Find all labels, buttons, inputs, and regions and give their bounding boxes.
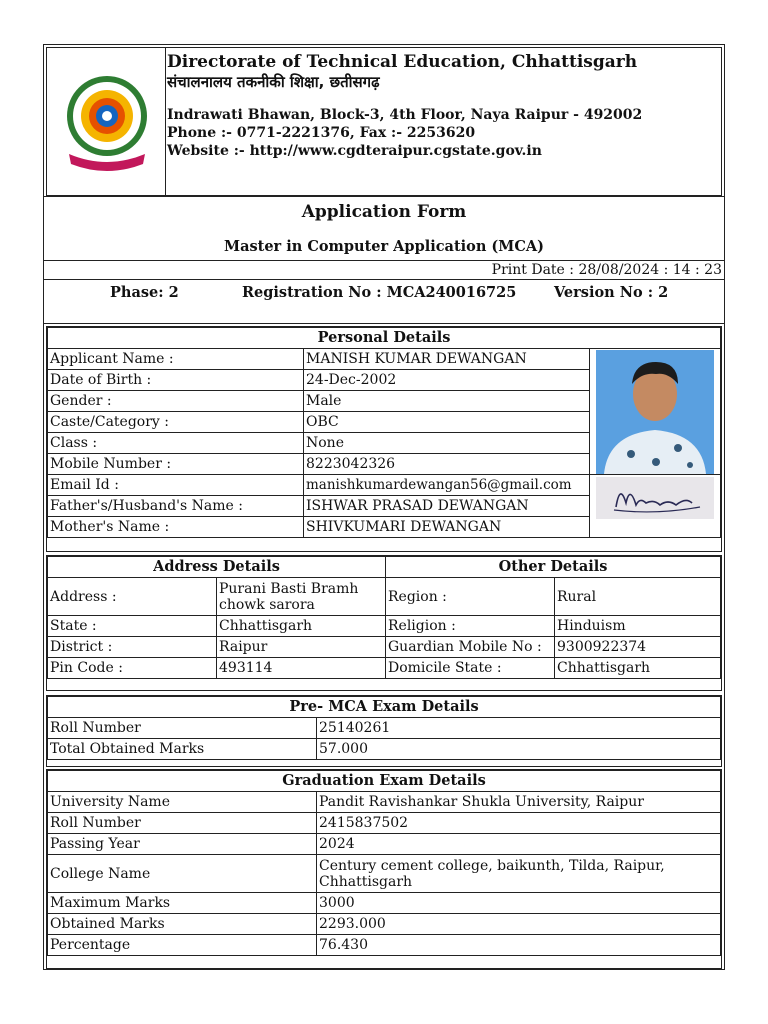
label-mobile: Mobile Number : xyxy=(48,454,304,475)
course-name: Master in Computer Application (MCA) xyxy=(224,238,544,255)
print-date-row xyxy=(44,260,724,280)
label-email: Email Id : xyxy=(48,475,304,496)
applicant-signature xyxy=(596,477,714,519)
label-mother-name: Mother's Name : xyxy=(48,517,304,538)
value-district: Raipur xyxy=(217,637,386,658)
value-address: Purani Basti Bramh chowk sarora xyxy=(217,578,386,616)
value-class: None xyxy=(304,433,590,454)
value-father-name: ISHWAR PRASAD DEWANGAN xyxy=(304,496,590,517)
value-email: manishkumardewangan56@gmail.com xyxy=(304,475,590,496)
label-grad-roll: Roll Number xyxy=(48,813,317,834)
value-applicant-name: MANISH KUMAR DEWANGAN xyxy=(304,349,590,370)
label-premca-marks: Total Obtained Marks xyxy=(48,739,317,760)
value-gender: Male xyxy=(304,391,590,412)
other-details-title: Other Details xyxy=(386,557,721,578)
address-details-table xyxy=(47,556,721,679)
label-obtained-marks: Obtained Marks xyxy=(48,914,317,935)
label-applicant-name: Applicant Name : xyxy=(48,349,304,370)
applicant-photo xyxy=(596,350,714,474)
premca-details-table xyxy=(47,696,721,760)
org-website[interactable]: Website :- http://www.cgdteraipur.cgstate.gov.in xyxy=(167,143,542,159)
label-premca-roll: Roll Number xyxy=(48,718,317,739)
label-district: District : xyxy=(48,637,217,658)
org-info xyxy=(167,52,717,160)
value-dob: 24-Dec-2002 xyxy=(304,370,590,391)
label-pin-code: Pin Code : xyxy=(48,658,217,679)
label-university: University Name xyxy=(48,792,317,813)
phase: Phase: 2 xyxy=(110,284,179,301)
value-guardian-mobile: 9300922374 xyxy=(555,637,721,658)
logo-cell xyxy=(47,48,166,195)
form-title-box xyxy=(44,196,724,324)
value-mother-name: SHIVKUMARI DEWANGAN xyxy=(304,517,590,538)
address-details-box xyxy=(46,555,722,691)
value-max-marks: 3000 xyxy=(317,893,721,914)
address-details-title: Address Details xyxy=(48,557,386,578)
label-region: Region : xyxy=(386,578,555,616)
value-mobile: 8223042326 xyxy=(304,454,590,475)
value-passing-year: 2024 xyxy=(317,834,721,855)
version-number: Version No : 2 xyxy=(554,284,669,301)
org-phone: Phone :- 0771-2221376, Fax :- 2253620 xyxy=(167,125,476,141)
premca-details-box xyxy=(46,695,722,767)
application-page xyxy=(43,44,725,970)
personal-details-title: Personal Details xyxy=(48,328,721,349)
dte-logo-icon xyxy=(57,66,157,176)
print-date: Print Date : 28/08/2024 : 14 : 23 xyxy=(491,262,722,278)
value-percentage: 76.430 xyxy=(317,935,721,956)
value-domicile-state: Chhattisgarh xyxy=(555,658,721,679)
personal-details-table xyxy=(47,327,721,538)
value-pin-code: 493114 xyxy=(217,658,386,679)
org-name-en: Directorate of Technical Education, Chhattisgarh xyxy=(167,52,638,72)
label-category: Caste/Category : xyxy=(48,412,304,433)
value-premca-roll: 25140261 xyxy=(317,718,721,739)
label-dob: Date of Birth : xyxy=(48,370,304,391)
value-premca-marks: 57.000 xyxy=(317,739,721,760)
org-name-hi: संचालनालय तकनीकी शिक्षा, छतीसगढ़ xyxy=(167,73,380,91)
registration-number: Registration No : MCA240016725 xyxy=(242,284,517,301)
org-address: Indrawati Bhawan, Block-3, 4th Floor, Naya Raipur - 492002 xyxy=(167,107,643,123)
value-obtained-marks: 2293.000 xyxy=(317,914,721,935)
label-religion: Religion : xyxy=(386,616,555,637)
header-box xyxy=(46,47,722,196)
signature-cell xyxy=(590,475,721,538)
value-category: OBC xyxy=(304,412,590,433)
label-percentage: Percentage xyxy=(48,935,317,956)
graduation-details-box xyxy=(46,769,722,969)
label-passing-year: Passing Year xyxy=(48,834,317,855)
value-region: Rural xyxy=(555,578,721,616)
label-college: College Name xyxy=(48,855,317,893)
label-gender: Gender : xyxy=(48,391,304,412)
personal-details-box xyxy=(46,326,722,552)
label-class: Class : xyxy=(48,433,304,454)
label-max-marks: Maximum Marks xyxy=(48,893,317,914)
label-domicile-state: Domicile State : xyxy=(386,658,555,679)
label-guardian-mobile: Guardian Mobile No : xyxy=(386,637,555,658)
graduation-details-title: Graduation Exam Details xyxy=(48,771,721,792)
value-state: Chhattisgarh xyxy=(217,616,386,637)
value-grad-roll: 2415837502 xyxy=(317,813,721,834)
value-college: Century cement college, baikunth, Tilda, Raipur, Chhattisgarh xyxy=(317,855,721,893)
premca-details-title: Pre- MCA Exam Details xyxy=(48,697,721,718)
graduation-details-table xyxy=(47,770,721,956)
label-address: Address : xyxy=(48,578,217,616)
value-university: Pandit Ravishankar Shukla University, Raipur xyxy=(317,792,721,813)
form-title: Application Form xyxy=(301,202,467,222)
label-state: State : xyxy=(48,616,217,637)
photo-cell xyxy=(590,349,721,475)
value-religion: Hinduism xyxy=(555,616,721,637)
label-father-name: Father's/Husband's Name : xyxy=(48,496,304,517)
